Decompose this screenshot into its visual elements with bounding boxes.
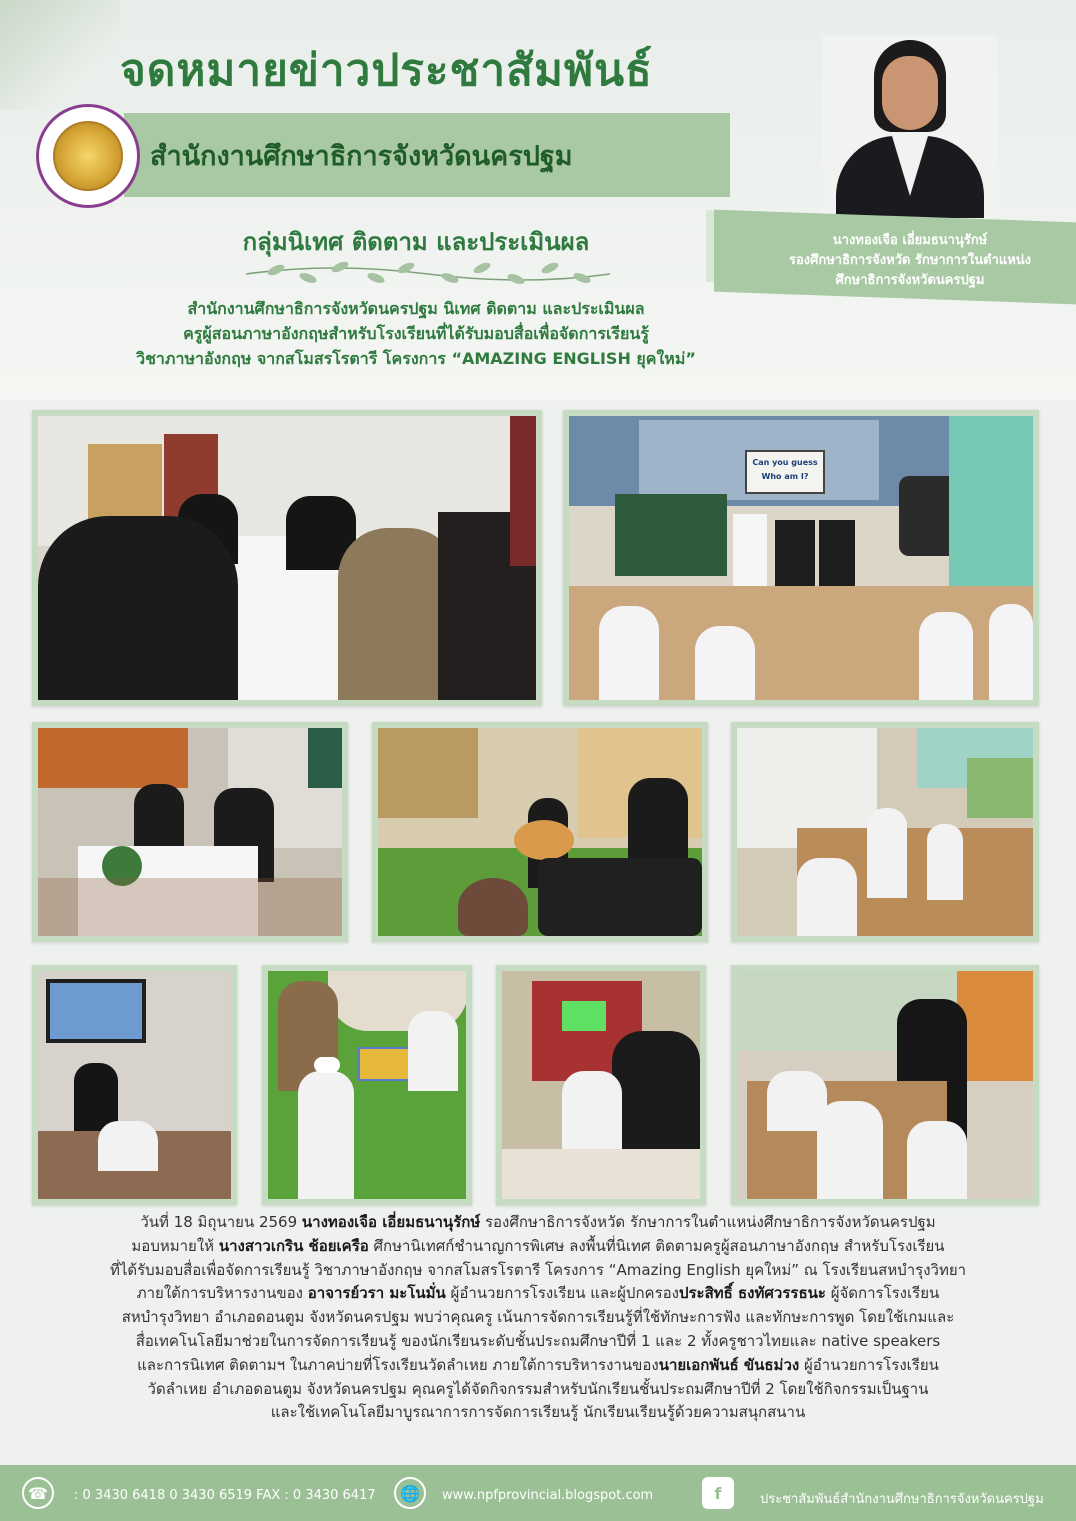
body-line: วัดลำเหย อำเภอดอนตูม จังหวัดนครปฐม คุณครูได้จัดกิจกรรมสำหรับนักเรียนชั้นประถมศึกษาปีที่ 2 โดยใช้กิจกรรมเป็นฐาน — [147, 1379, 929, 1398]
seal-emblem-icon — [53, 121, 123, 191]
photo-reading-corner — [372, 722, 708, 942]
body-line: และใช้เทคโนโลยีมาบูรณาการการจัดการเรียนรู้ นักเรียนเรียนรู้ด้วยความสนุกสนาน — [270, 1403, 806, 1422]
group-title: กลุ่มนิเทศ ติดตาม และประเมินผล — [242, 228, 590, 256]
body-line: สหบำรุงวิทยา อำเภอดอนตูม จังหวัดนครปฐม พบว่าคุณครู เน้นการจัดการเรียนรู้ที่ใช้ทักษะการฟัง และทักษะการพูด โดยใช้เกมและ — [121, 1308, 955, 1327]
intro-text — [60, 296, 772, 371]
official-position-2: ศึกษาธิการจังหวัดนครปฐม — [835, 273, 985, 288]
footer-bar — [0, 1465, 1076, 1521]
official-position: รองศึกษาธิการจังหวัด รักษาการในตำแหน่ง — [788, 253, 1032, 268]
photo-teacher-screen — [32, 965, 237, 1205]
globe-icon[interactable]: 🌐 — [394, 1477, 426, 1509]
facebook-icon[interactable]: f — [702, 1477, 734, 1509]
photo-floor-activity — [262, 965, 472, 1205]
photo-hands-up — [731, 722, 1039, 942]
intro-line: ครูผู้สอนภาษาอังกฤษสำหรับโรงเรียนที่ได้รับมอบสื่อเพื่อจัดการเรียนรู้ — [183, 324, 649, 343]
corner-decoration — [0, 0, 120, 110]
vine-divider-icon — [236, 258, 620, 288]
photo-classroom-guess — [563, 410, 1039, 706]
body-line: สื่อเทคโนโลยีมาช่วยในการจัดการเรียนรู้ ของนักเรียนระดับชั้นประถมศึกษาปีที่ 1 และ 2 ทั้งครูชาวไทยและ native speakers — [135, 1331, 941, 1350]
guess-sign: Can you guess Who am I? — [745, 450, 825, 494]
body-line: ที่ได้รับมอบสื่อเพื่อจัดการเรียนรู้ วิชาภาษาอังกฤษ จากสโมสรโรตารี โครงการ “Amazing English ยุคใหม่” ณ โรงเรียนสหบำรุงวิทยา — [109, 1260, 967, 1279]
office-logo — [36, 104, 140, 208]
phone-icon: ☎ — [22, 1477, 54, 1509]
official-portrait — [822, 36, 998, 218]
newsletter-title: จดหมายข่าวประชาสัมพันธ์ — [120, 45, 653, 96]
phone-numbers: : 0 3430 6418 0 3430 6519 FAX : 0 3430 6417 — [74, 1488, 376, 1503]
intro-line: สำนักงานศึกษาธิการจังหวัดนครปฐม นิเทศ ติดตาม และประเมินผล — [187, 299, 645, 318]
photo-office-visit — [32, 722, 348, 942]
official-name: นางทองเจือ เอี่ยมธนานุรักษ์ — [832, 233, 988, 248]
article-body — [70, 1211, 1006, 1425]
body-line: และการนิเทศ ติดตามฯ ในภาคบ่ายที่โรงเรียนวัดลำเหย ภายใต้การบริหารงานของนายเอกพันธ์ ขันธม่วง ผู้อำนวยการโรงเรียน — [137, 1355, 939, 1374]
website-link[interactable]: www.npfprovincial.blogspot.com — [442, 1488, 654, 1503]
facebook-page-link[interactable]: ประชาสัมพันธ์สำนักงานศึกษาธิการจังหวัดนครปฐม — [760, 1492, 1044, 1507]
body-line: วันที่ 18 มิถุนายน 2569 นางทองเจือ เอี่ยมธนานุรักษ์ รองศึกษาธิการจังหวัด รักษาการในตำแหน่งศึกษาธิการจังหวัดนครปฐม — [140, 1213, 936, 1231]
portrait-caption — [760, 231, 1060, 291]
photo-meeting — [32, 410, 542, 706]
body-line: ภายใต้การบริหารงานของ อาจารย์วรา มะโนมั่น ผู้อำนวยการโรงเรียน และผู้ปกครองประสิทธิ์ ธงทัศวรรธนะ ผู้จัดการโรงเรียน — [136, 1284, 940, 1303]
intro-line: วิชาภาษาอังกฤษ จากสโมสรโรตารี โครงการ “AMAZING ENGLISH ยุคใหม่” — [136, 349, 696, 368]
photo-group-work — [731, 965, 1039, 1205]
photo-one-on-one — [496, 965, 706, 1205]
body-line: มอบหมายให้ นางสาวเกริน ช้อยเครือ ศึกษานิเทศก์ชำนาญการพิเศษ ลงพื้นที่นิเทศ ติดตามครูผู้สอนภาษาอังกฤษ สำหรับโรงเรียน — [131, 1236, 945, 1255]
organization-name: สำนักงานศึกษาธิการจังหวัดนครปฐม — [150, 140, 573, 172]
organization-band — [124, 113, 730, 197]
